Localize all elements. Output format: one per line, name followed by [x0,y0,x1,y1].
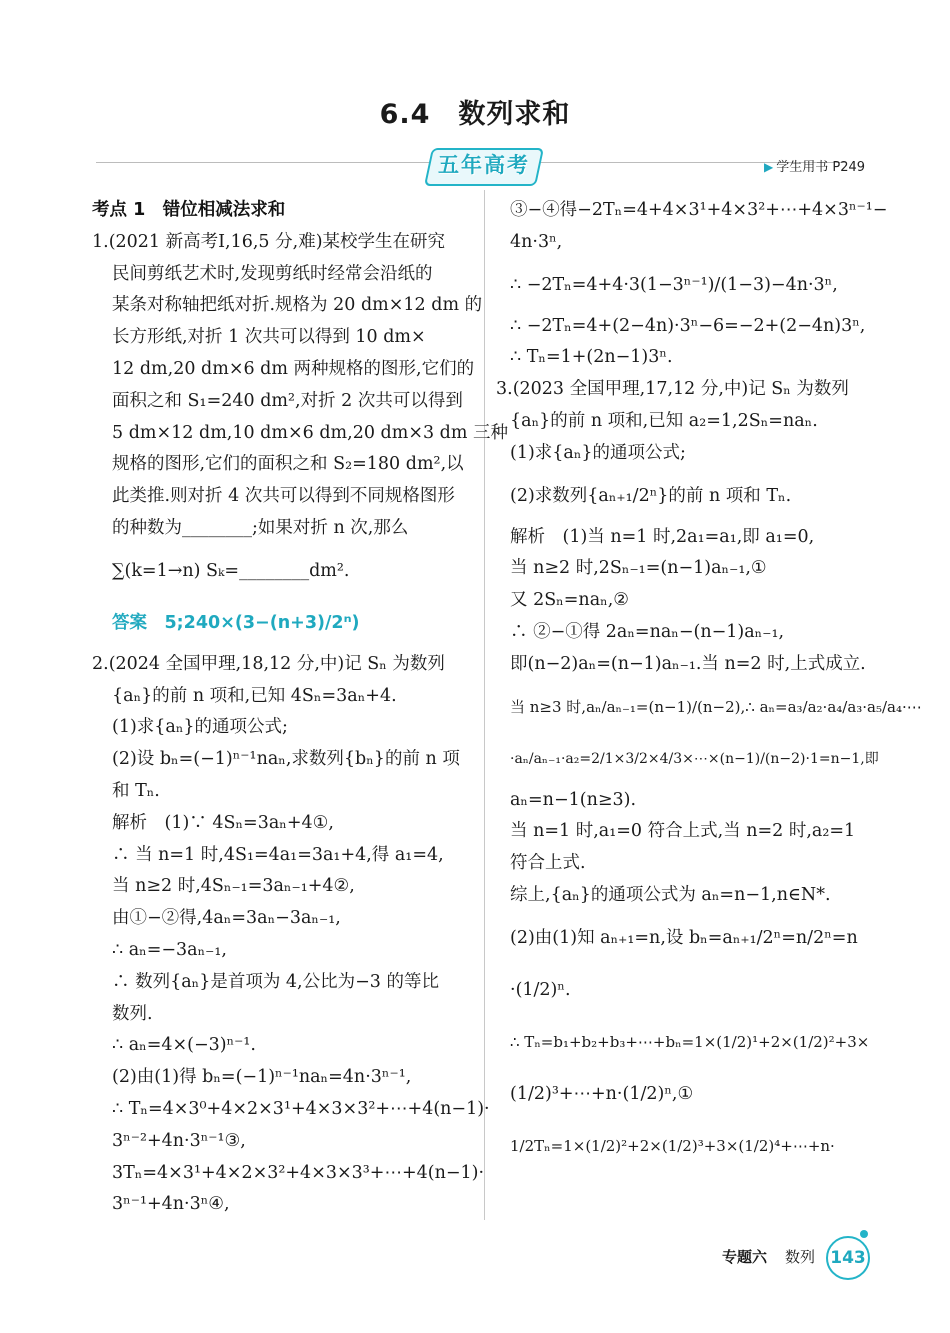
q3-solution: ·(1/2)ⁿ. [510,979,571,1000]
q1-line: 12 dm,20 dm×6 dm 两种规格的图形,它们的 [112,358,475,379]
q2-solution-cont: ③−④得−2Tₙ=4+4×3¹+4×3²+⋯+4×3ⁿ⁻¹− [510,200,888,220]
page-footer [722,1246,815,1267]
q2-line: 和 Tₙ. [112,780,160,801]
arrow-right-icon: ▶ [764,160,774,174]
q2-solution: 当 n≥2 时,4Sₙ₋₁=3aₙ₋₁+4②, [112,876,355,897]
q2-solution: ∴ 当 n=1 时,4S₁=4a₁=3a₁+4,得 a₁=4, [112,844,444,865]
q2-solution: ∴ aₙ=−3aₙ₋₁, [112,939,227,960]
q3-line: (1)求{aₙ}的通项公式; [510,442,686,463]
q1-line: 面积之和 S₁=240 dm²,对折 2 次共可以得到 [112,390,463,411]
q1-line: 的种数为________;如果对折 n 次,那么 [112,517,409,538]
q1-line: 民间剪纸艺术时,发现剪纸时经常会沿纸的 [112,263,433,284]
q1-sum-line: ∑(k=1→n) Sₖ=________dm². [112,560,350,581]
q1-line: 长方形纸,对折 1 次共可以得到 10 dm× [112,327,426,348]
q3-solution: 当 n≥2 时,2Sₙ₋₁=(n−1)aₙ₋₁,① [510,558,767,579]
q2-solution: 3ⁿ⁻²+4n·3ⁿ⁻¹③, [112,1130,246,1151]
q3-solution: 1/2Tₙ=1×(1/2)²+2×(1/2)³+3×(1/2)⁴+⋯+n· [510,1136,835,1155]
q3-solution: 综上,{aₙ}的通项公式为 aₙ=n−1,n∈N*. [510,884,831,905]
page-number: 143 [826,1236,870,1280]
q1-answer: 答案 5;240×(3−(n+3)/2ⁿ) [112,612,360,633]
student-book-ref [764,156,865,175]
q2-solution: 数列. [112,1003,153,1024]
book-ref-text: 学生用书 P249 [776,160,866,175]
section-banner: 五年高考 [438,153,530,177]
q3-solution: 当 n≥3 时,aₙ/aₙ₋₁=(n−1)/(n−2),∴ aₙ=a₃/a₂·a₄/a₃·a₅/a₄·⋯ [510,697,922,716]
q2-solution-cont: ∴ −2Tₙ=4+(2−4n)·3ⁿ−6=−2+(2−4n)3ⁿ, [510,315,866,336]
column-divider [484,190,485,1220]
q3-solution: (2)由(1)知 aₙ₊₁=n,设 bₙ=aₙ₊₁/2ⁿ=n/2ⁿ=n [510,927,858,948]
page-number-dot-icon [860,1230,868,1238]
q2-line: 2.(2024 全国甲理,18,12 分,中)记 Sₙ 为数列 [92,653,445,674]
q2-solution: 3ⁿ⁻¹+4n·3ⁿ④, [112,1194,230,1215]
page-title: 6.4 数列求和 [379,99,571,130]
q3-solution: 即(n−2)aₙ=(n−1)aₙ₋₁.当 n=2 时,上式成立. [510,653,866,674]
q3-solution: 符合上式. [510,853,586,874]
q3-solution: 又 2Sₙ=naₙ,② [510,590,629,611]
q3-solution: ∴ ②−①得 2aₙ=naₙ−(n−1)aₙ₋₁, [510,621,785,642]
footer-chapter: 专题六 [722,1248,768,1266]
q3-solution: 解析 (1)当 n=1 时,2a₁=a₁,即 a₁=0, [510,526,815,547]
q3-line: (2)求数列{aₙ₊₁/2ⁿ}的前 n 项和 Tₙ. [510,485,792,506]
q2-solution-cont: 4n·3ⁿ, [510,231,563,252]
q2-solution: 3Tₙ=4×3¹+4×2×3²+4×3×3³+⋯+4(n−1)· [112,1162,485,1183]
footer-topic: 数列 [785,1248,816,1266]
q2-line: (1)求{aₙ}的通项公式; [112,717,288,738]
q2-solution: ∴ aₙ=4×(−3)ⁿ⁻¹. [112,1035,256,1056]
topic-heading: 考点 1 错位相减法求和 [92,200,286,220]
q1-line: 某条对称轴把纸对折.规格为 20 dm×12 dm 的 [112,295,483,316]
q1-line: 1.(2021 新高考Ⅰ,16,5 分,难)某校学生在研究 [92,231,446,252]
left-column [92,195,509,1221]
q3-solution: 当 n=1 时,a₁=0 符合上式,当 n=2 时,a₂=1 [510,821,856,842]
right-column [496,195,922,1172]
q2-solution-cont: ∴ −2Tₙ=4+4·3(1−3ⁿ⁻¹)/(1−3)−4n·3ⁿ, [510,274,838,295]
q2-solution: 解析 (1)∵ 4Sₙ=3aₙ+4①, [112,812,334,833]
q2-solution: ∴ Tₙ=4×3⁰+4×2×3¹+4×3×3²+⋯+4(n−1)· [112,1098,490,1119]
q1-line: 5 dm×12 dm,10 dm×6 dm,20 dm×3 dm 三种 [112,422,509,443]
q2-solution: ∴ 数列{aₙ}是首项为 4,公比为−3 的等比 [112,971,439,992]
q3-solution: aₙ=n−1(n≥3). [510,789,637,810]
q2-solution: (2)由(1)得 bₙ=(−1)ⁿ⁻¹naₙ=4n·3ⁿ⁻¹, [112,1067,412,1088]
q1-line: 规格的图形,它们的面积之和 S₂=180 dm²,以 [112,454,464,475]
q2-solution-cont: ∴ Tₙ=1+(2n−1)3ⁿ. [510,347,673,368]
q3-line: {aₙ}的前 n 项和,已知 a₂=1,2Sₙ=naₙ. [510,410,818,431]
q2-line: {aₙ}的前 n 项和,已知 4Sₙ=3aₙ+4. [112,685,397,706]
q2-line: (2)设 bₙ=(−1)ⁿ⁻¹naₙ,求数列{bₙ}的前 n 项 [112,749,460,770]
q3-solution: ∴ Tₙ=b₁+b₂+b₃+⋯+bₙ=1×(1/2)¹+2×(1/2)²+3× [510,1032,870,1051]
q2-solution: 由①−②得,4aₙ=3aₙ−3aₙ₋₁, [112,908,341,929]
q3-line: 3.(2023 全国甲理,17,12 分,中)记 Sₙ 为数列 [496,379,849,400]
q3-solution: ·aₙ/aₙ₋₁·a₂=2/1×3/2×4/3×⋯×(n−1)/(n−2)·1=n−1,即 [510,750,879,767]
q3-solution: (1/2)³+⋯+n·(1/2)ⁿ,① [510,1083,694,1104]
q1-line: 此类推.则对折 4 次共可以得到不同规格图形 [112,486,455,507]
